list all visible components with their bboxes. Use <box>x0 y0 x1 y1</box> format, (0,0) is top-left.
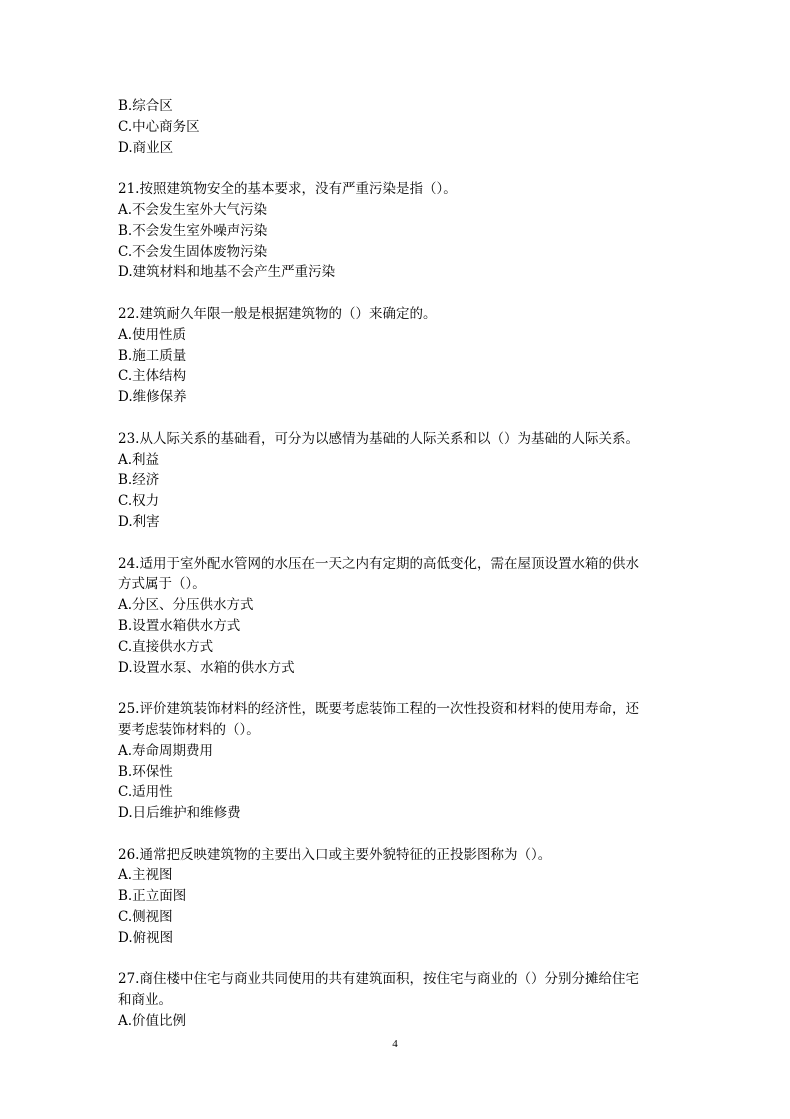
option-line: A.使用性质 <box>118 326 187 343</box>
question-stem: 23.从人际关系的基础看，可分为以感情为基础的人际关系和以（）为基础的人际关系。 <box>118 430 639 447</box>
option-line: B.经济 <box>118 472 160 489</box>
option-line: A.寿命周期费用 <box>118 742 214 759</box>
question-21 <box>118 179 678 283</box>
option-line: D.日后维护和维修费 <box>118 805 241 822</box>
option-line: C.主体结构 <box>118 368 187 385</box>
page-number: 4 <box>392 1038 398 1050</box>
question-stem: 25.评价建筑装饰材料的经济性，既要考虑装饰工程的一次性投资和材料的使用寿命，还 <box>118 701 639 718</box>
question-stem-continued: 要考虑装饰材料的（）。 <box>118 721 260 738</box>
question-24 <box>118 554 678 679</box>
question-25 <box>118 699 678 824</box>
page-content <box>118 96 678 1032</box>
option-line: D.维修保养 <box>118 389 187 406</box>
option-line: B.正立面图 <box>118 888 187 905</box>
option-line: B.施工质量 <box>118 347 187 364</box>
question-23 <box>118 429 678 533</box>
option-line: B.环保性 <box>118 763 173 780</box>
option-line: C.权力 <box>118 493 160 510</box>
option-line: B.设置水箱供水方式 <box>118 617 241 634</box>
question-stem: 27.商住楼中住宅与商业共同使用的共有建筑面积，按住宅与商业的（）分别分摊给住宅 <box>118 971 639 988</box>
question-stem: 22.建筑耐久年限一般是根据建筑物的（）来确定的。 <box>118 305 437 322</box>
question-22 <box>118 304 678 408</box>
option-line: D.商业区 <box>118 139 174 156</box>
option-line: A.分区、分压供水方式 <box>118 597 254 614</box>
option-line: D.俯视图 <box>118 929 174 946</box>
option-line: C.适用性 <box>118 784 173 801</box>
option-line: D.利害 <box>118 513 160 530</box>
leading-options <box>118 96 678 158</box>
question-27 <box>118 969 678 1031</box>
question-stem-continued: 和商业。 <box>118 992 172 1009</box>
question-stem: 21.按照建筑物安全的基本要求，没有严重污染是指（）。 <box>118 181 457 198</box>
option-line: C.侧视图 <box>118 909 173 926</box>
option-line: A.主视图 <box>118 867 173 884</box>
option-line: C.不会发生固体废物污染 <box>118 243 268 260</box>
option-line: A.价值比例 <box>118 1013 187 1030</box>
option-line: B.综合区 <box>118 98 173 114</box>
question-stem-continued: 方式属于（）。 <box>118 576 206 593</box>
option-line: B.不会发生室外噪声污染 <box>118 222 268 239</box>
option-line: C.中心商务区 <box>118 118 200 135</box>
option-line: A.利益 <box>118 451 160 468</box>
question-stem: 26.通常把反映建筑物的主要出入口或主要外貌特征的正投影图称为（）。 <box>118 846 552 863</box>
option-line: D.设置水泵、水箱的供水方式 <box>118 659 295 676</box>
option-line: A.不会发生室外大气污染 <box>118 201 268 218</box>
question-stem: 24.适用于室外配水管网的水压在一天之内有定期的高低变化，需在屋顶设置水箱的供水 <box>118 555 639 572</box>
option-line: D.建筑材料和地基不会产生严重污染 <box>118 264 336 281</box>
question-26 <box>118 845 678 949</box>
option-line: C.直接供水方式 <box>118 638 214 655</box>
